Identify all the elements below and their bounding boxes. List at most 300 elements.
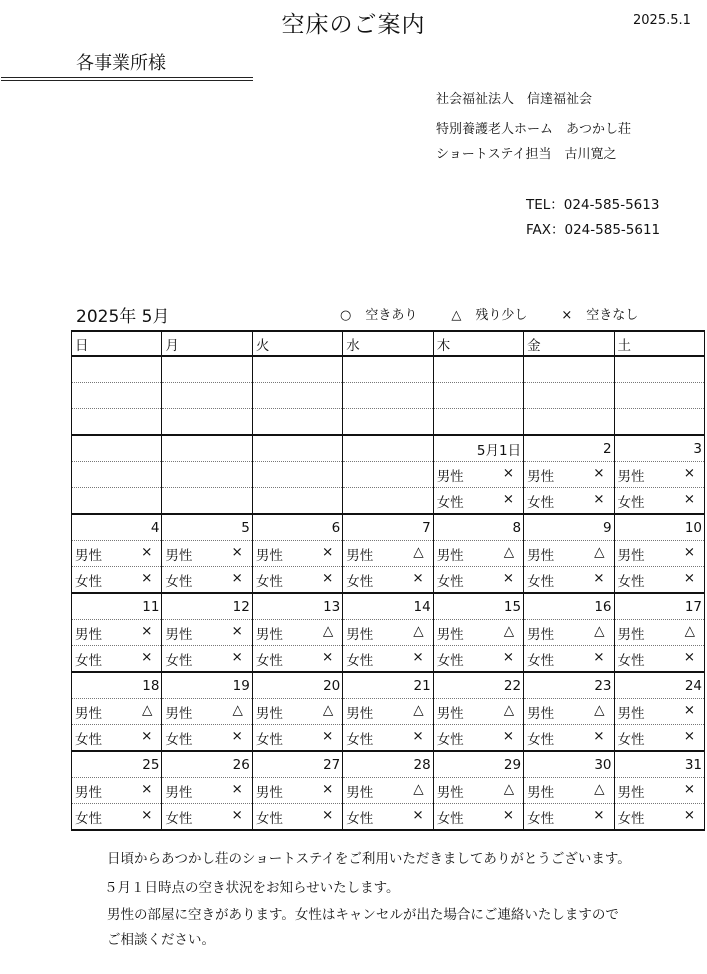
legend-item-available	[340, 304, 417, 323]
male-label: 男性	[346, 547, 374, 564]
female-availability-cell	[162, 646, 252, 673]
female-status: ×	[502, 806, 515, 823]
availability-entry	[343, 623, 432, 643]
female-label: 女性	[617, 652, 645, 669]
female-status: ×	[321, 727, 334, 744]
day-date: 2	[524, 435, 614, 462]
empty-day-cell	[72, 488, 162, 515]
male-status: △	[413, 622, 424, 639]
female-status: ×	[412, 569, 424, 586]
female-availability-cell	[162, 567, 252, 594]
availability-entry	[253, 702, 342, 722]
day-date: 27	[252, 751, 342, 778]
female-availability-cell	[343, 725, 433, 752]
availability-entry	[72, 702, 161, 722]
male-status: △	[594, 622, 605, 639]
female-status: ×	[412, 806, 424, 823]
female-label: 女性	[75, 573, 102, 590]
male-availability-cell	[252, 699, 342, 725]
day-date: 26	[162, 751, 252, 778]
female-status: ×	[593, 490, 605, 507]
week-male-row	[72, 383, 705, 409]
note-line: ご相談ください。	[107, 932, 215, 948]
availability-entry	[434, 465, 523, 485]
female-label: 女性	[527, 652, 555, 669]
male-status: △	[413, 780, 424, 797]
female-status: ×	[231, 569, 243, 586]
availability-entry	[253, 781, 342, 801]
female-label: 女性	[165, 731, 193, 748]
empty-day-cell	[343, 435, 433, 462]
empty-day-cell	[524, 356, 614, 383]
availability-entry	[524, 807, 613, 827]
male-availability-cell	[343, 541, 433, 567]
male-availability-cell	[433, 462, 523, 488]
female-availability-cell	[162, 804, 252, 831]
male-status: △	[503, 543, 515, 560]
female-label: 女性	[346, 652, 374, 669]
female-status: ×	[321, 569, 334, 586]
availability-entry	[162, 728, 251, 748]
week-female-row	[72, 804, 705, 831]
availability-entry	[615, 781, 704, 801]
male-status: △	[594, 701, 605, 718]
week-male-row	[72, 462, 705, 488]
female-availability-cell	[524, 488, 614, 515]
empty-day-cell	[614, 383, 704, 409]
male-label: 男性	[436, 547, 464, 564]
female-availability-cell	[614, 567, 704, 594]
male-availability-cell	[72, 620, 162, 646]
empty-day-cell	[433, 356, 523, 383]
empty-day-cell	[433, 383, 523, 409]
male-label: 男性	[617, 626, 645, 643]
availability-calendar	[71, 330, 705, 831]
week-female-row	[72, 567, 705, 594]
week-male-row	[72, 541, 705, 567]
day-date: 16	[524, 593, 614, 620]
female-availability-cell	[252, 804, 342, 831]
recipient-underline	[1, 77, 253, 81]
male-status: △	[413, 543, 424, 560]
female-label: 女性	[527, 494, 555, 511]
weekday-header: 火	[252, 331, 342, 356]
day-date: 5月1日	[433, 435, 523, 462]
male-status: △	[503, 780, 515, 797]
day-date: 3	[614, 435, 704, 462]
empty-day-cell	[433, 409, 523, 436]
weekday-header-row	[72, 331, 705, 356]
female-status: ×	[231, 806, 243, 823]
female-label: 女性	[255, 810, 283, 827]
male-availability-cell	[162, 699, 252, 725]
male-label: 男性	[165, 705, 193, 722]
male-label: 男性	[436, 626, 464, 643]
day-date: 7	[343, 514, 433, 541]
female-label: 女性	[346, 573, 374, 590]
note-line: 男性の部屋に空きがあります。女性はキャンセルが出た場合にご連絡いたしますので	[107, 907, 619, 923]
week-date-row	[72, 672, 705, 699]
availability-entry	[72, 781, 161, 801]
day-date: 19	[162, 672, 252, 699]
availability-entry	[434, 491, 523, 511]
female-status: ×	[593, 727, 605, 744]
availability-entry	[72, 623, 161, 643]
day-date: 17	[614, 593, 704, 620]
day-date: 10	[614, 514, 704, 541]
female-availability-cell	[614, 646, 704, 673]
male-status: △	[413, 701, 424, 718]
male-label: 男性	[75, 547, 102, 564]
availability-entry	[524, 570, 613, 590]
male-availability-cell	[72, 699, 162, 725]
availability-entry	[343, 781, 432, 801]
document-title: 空床のご案内	[281, 12, 426, 38]
availability-entry	[72, 649, 161, 669]
male-label: 男性	[255, 705, 283, 722]
female-availability-cell	[614, 488, 704, 515]
female-availability-cell	[524, 725, 614, 752]
availability-entry	[524, 544, 613, 564]
male-label: 男性	[346, 784, 374, 801]
male-status: △	[322, 622, 334, 639]
female-status: ×	[502, 569, 515, 586]
empty-day-cell	[252, 409, 342, 436]
day-date: 4	[72, 514, 162, 541]
male-status: △	[684, 622, 695, 639]
female-status: ×	[502, 490, 515, 507]
male-availability-cell	[524, 699, 614, 725]
female-label: 女性	[527, 810, 555, 827]
day-date: 30	[524, 751, 614, 778]
availability-entry	[524, 728, 613, 748]
empty-day-cell	[252, 462, 342, 488]
day-date: 13	[252, 593, 342, 620]
availability-entry	[162, 570, 251, 590]
male-status: ×	[231, 543, 243, 560]
female-status: ×	[593, 569, 605, 586]
female-label: 女性	[255, 652, 283, 669]
day-date: 9	[524, 514, 614, 541]
male-availability-cell	[252, 778, 342, 804]
availability-legend	[340, 304, 672, 323]
day-date: 29	[433, 751, 523, 778]
female-status: ×	[141, 806, 153, 823]
availability-entry	[343, 570, 432, 590]
male-status: ×	[502, 464, 515, 481]
male-availability-cell	[343, 699, 433, 725]
female-availability-cell	[433, 567, 523, 594]
female-status: ×	[321, 648, 334, 665]
male-status: ×	[683, 543, 695, 560]
availability-entry	[253, 649, 342, 669]
cross-symbol-icon: ×	[561, 308, 573, 323]
week-female-row	[72, 646, 705, 673]
day-date: 24	[614, 672, 704, 699]
availability-entry	[434, 544, 523, 564]
female-availability-cell	[614, 725, 704, 752]
male-availability-cell	[433, 541, 523, 567]
female-availability-cell	[72, 804, 162, 831]
empty-day-cell	[252, 356, 342, 383]
availability-entry	[253, 544, 342, 564]
female-label: 女性	[75, 652, 102, 669]
female-availability-cell	[252, 725, 342, 752]
availability-entry	[343, 728, 432, 748]
availability-entry	[343, 544, 432, 564]
female-availability-cell	[433, 804, 523, 831]
availability-entry	[615, 491, 704, 511]
male-availability-cell	[614, 778, 704, 804]
day-date: 28	[343, 751, 433, 778]
availability-entry	[434, 623, 523, 643]
female-availability-cell	[524, 567, 614, 594]
male-label: 男性	[255, 784, 283, 801]
female-availability-cell	[433, 725, 523, 752]
day-date: 5	[162, 514, 252, 541]
weekday-header: 月	[162, 331, 252, 356]
availability-entry	[434, 649, 523, 669]
female-label: 女性	[165, 652, 193, 669]
telephone-number: TEL：024-585-5613	[526, 197, 660, 213]
female-label: 女性	[436, 731, 464, 748]
female-label: 女性	[527, 573, 555, 590]
availability-entry	[615, 465, 704, 485]
day-date: 20	[252, 672, 342, 699]
male-label: 男性	[617, 468, 645, 485]
male-label: 男性	[617, 784, 645, 801]
availability-entry	[72, 544, 161, 564]
weekday-header: 木	[433, 331, 523, 356]
female-availability-cell	[252, 567, 342, 594]
day-date: 22	[433, 672, 523, 699]
female-label: 女性	[165, 573, 193, 590]
male-availability-cell	[524, 541, 614, 567]
week-date-row	[72, 751, 705, 778]
empty-day-cell	[162, 409, 252, 436]
male-status: ×	[683, 780, 695, 797]
availability-entry	[434, 570, 523, 590]
day-date: 21	[343, 672, 433, 699]
availability-entry	[615, 570, 704, 590]
male-status: ×	[593, 464, 605, 481]
male-label: 男性	[436, 468, 464, 485]
female-status: ×	[231, 727, 243, 744]
day-date: 14	[343, 593, 433, 620]
empty-day-cell	[162, 435, 252, 462]
male-availability-cell	[162, 620, 252, 646]
female-label: 女性	[255, 573, 283, 590]
availability-entry	[524, 623, 613, 643]
female-status: ×	[683, 490, 695, 507]
male-label: 男性	[527, 547, 555, 564]
recipient-name: 各事業所様	[76, 53, 166, 74]
day-date: 25	[72, 751, 162, 778]
male-label: 男性	[346, 626, 374, 643]
empty-day-cell	[343, 383, 433, 409]
male-availability-cell	[252, 541, 342, 567]
availability-entry	[524, 702, 613, 722]
male-status: ×	[231, 622, 243, 639]
male-label: 男性	[75, 626, 102, 643]
male-status: ×	[683, 464, 695, 481]
empty-day-cell	[162, 356, 252, 383]
week-female-row	[72, 488, 705, 515]
female-availability-cell	[433, 488, 523, 515]
male-label: 男性	[527, 705, 555, 722]
empty-day-cell	[343, 462, 433, 488]
empty-day-cell	[72, 356, 162, 383]
male-status: △	[503, 622, 515, 639]
female-status: ×	[502, 727, 515, 744]
male-availability-cell	[162, 541, 252, 567]
female-status: ×	[141, 648, 153, 665]
empty-day-cell	[72, 409, 162, 436]
male-status: △	[142, 701, 153, 718]
availability-entry	[253, 728, 342, 748]
female-label: 女性	[436, 810, 464, 827]
male-availability-cell	[72, 778, 162, 804]
male-label: 男性	[617, 705, 645, 722]
male-label: 男性	[436, 705, 464, 722]
male-status: △	[594, 780, 605, 797]
legend-item-full	[561, 304, 638, 323]
male-status: ×	[141, 780, 153, 797]
sender-facility: 特別養護老人ホーム あつかし荘	[436, 122, 632, 137]
issue-date: 2025.5.1	[633, 13, 691, 28]
female-status: ×	[593, 806, 605, 823]
female-status: ×	[683, 569, 695, 586]
week-male-row	[72, 699, 705, 725]
female-label: 女性	[436, 494, 464, 511]
empty-day-cell	[524, 383, 614, 409]
female-label: 女性	[75, 810, 102, 827]
empty-day-cell	[72, 383, 162, 409]
availability-entry	[615, 702, 704, 722]
empty-day-cell	[343, 356, 433, 383]
availability-entry	[524, 465, 613, 485]
female-label: 女性	[255, 731, 283, 748]
male-status: △	[232, 701, 243, 718]
male-status: ×	[683, 701, 695, 718]
female-availability-cell	[343, 804, 433, 831]
availability-entry	[615, 728, 704, 748]
female-availability-cell	[72, 646, 162, 673]
female-availability-cell	[343, 646, 433, 673]
availability-entry	[72, 728, 161, 748]
availability-entry	[615, 649, 704, 669]
female-label: 女性	[165, 810, 193, 827]
weekday-header: 日	[72, 331, 162, 356]
availability-entry	[343, 807, 432, 827]
male-status: △	[503, 701, 515, 718]
female-label: 女性	[617, 573, 645, 590]
female-label: 女性	[436, 652, 464, 669]
female-label: 女性	[617, 810, 645, 827]
female-status: ×	[683, 648, 695, 665]
day-date: 23	[524, 672, 614, 699]
availability-entry	[615, 623, 704, 643]
male-availability-cell	[433, 620, 523, 646]
legend-label: 空きなし	[586, 308, 639, 323]
availability-entry	[253, 570, 342, 590]
availability-entry	[615, 807, 704, 827]
male-label: 男性	[527, 784, 555, 801]
male-availability-cell	[72, 541, 162, 567]
week-date-row	[72, 435, 705, 462]
note-line: ５月１日時点の空き状況をお知らせいたします。	[104, 880, 400, 896]
week-female-row	[72, 409, 705, 436]
female-status: ×	[141, 727, 153, 744]
availability-entry	[162, 781, 251, 801]
female-label: 女性	[527, 731, 555, 748]
male-label: 男性	[255, 626, 283, 643]
fax-number: FAX：024-585-5611	[526, 222, 661, 238]
week-date-row	[72, 593, 705, 620]
availability-entry	[615, 544, 704, 564]
weekday-header: 土	[614, 331, 704, 356]
legend-label: 空きあり	[365, 308, 418, 323]
male-label: 男性	[75, 784, 102, 801]
weekday-header: 金	[524, 331, 614, 356]
legend-label: 残り少し	[475, 308, 528, 323]
empty-day-cell	[252, 383, 342, 409]
empty-day-cell	[162, 488, 252, 515]
availability-entry	[72, 807, 161, 827]
female-status: ×	[141, 569, 153, 586]
female-availability-cell	[252, 646, 342, 673]
week-male-row	[72, 778, 705, 804]
male-availability-cell	[524, 778, 614, 804]
male-status: ×	[321, 543, 334, 560]
male-availability-cell	[614, 541, 704, 567]
empty-day-cell	[72, 435, 162, 462]
availability-entry	[434, 807, 523, 827]
female-status: ×	[231, 648, 243, 665]
empty-day-cell	[614, 409, 704, 436]
male-availability-cell	[614, 462, 704, 488]
sender-contact-person: ショートステイ担当 古川寛之	[436, 147, 617, 162]
calendar-month-label: 2025年 5月	[76, 307, 170, 327]
legend-item-few-left	[451, 304, 527, 323]
male-label: 男性	[346, 705, 374, 722]
female-label: 女性	[346, 731, 374, 748]
female-label: 女性	[346, 810, 374, 827]
availability-entry	[343, 702, 432, 722]
availability-entry	[524, 491, 613, 511]
female-availability-cell	[524, 804, 614, 831]
female-availability-cell	[162, 725, 252, 752]
female-availability-cell	[524, 646, 614, 673]
male-status: △	[594, 543, 605, 560]
female-status: ×	[412, 648, 424, 665]
male-status: △	[322, 701, 334, 718]
availability-entry	[162, 807, 251, 827]
male-status: ×	[231, 780, 243, 797]
female-availability-cell	[433, 646, 523, 673]
female-status: ×	[593, 648, 605, 665]
male-label: 男性	[436, 784, 464, 801]
availability-entry	[524, 649, 613, 669]
male-label: 男性	[165, 547, 193, 564]
male-availability-cell	[343, 778, 433, 804]
empty-day-cell	[343, 488, 433, 515]
sender-organization: 社会福祉法人 信達福祉会	[436, 92, 593, 107]
male-availability-cell	[252, 620, 342, 646]
male-label: 男性	[75, 705, 102, 722]
availability-entry	[162, 544, 251, 564]
day-date: 18	[72, 672, 162, 699]
